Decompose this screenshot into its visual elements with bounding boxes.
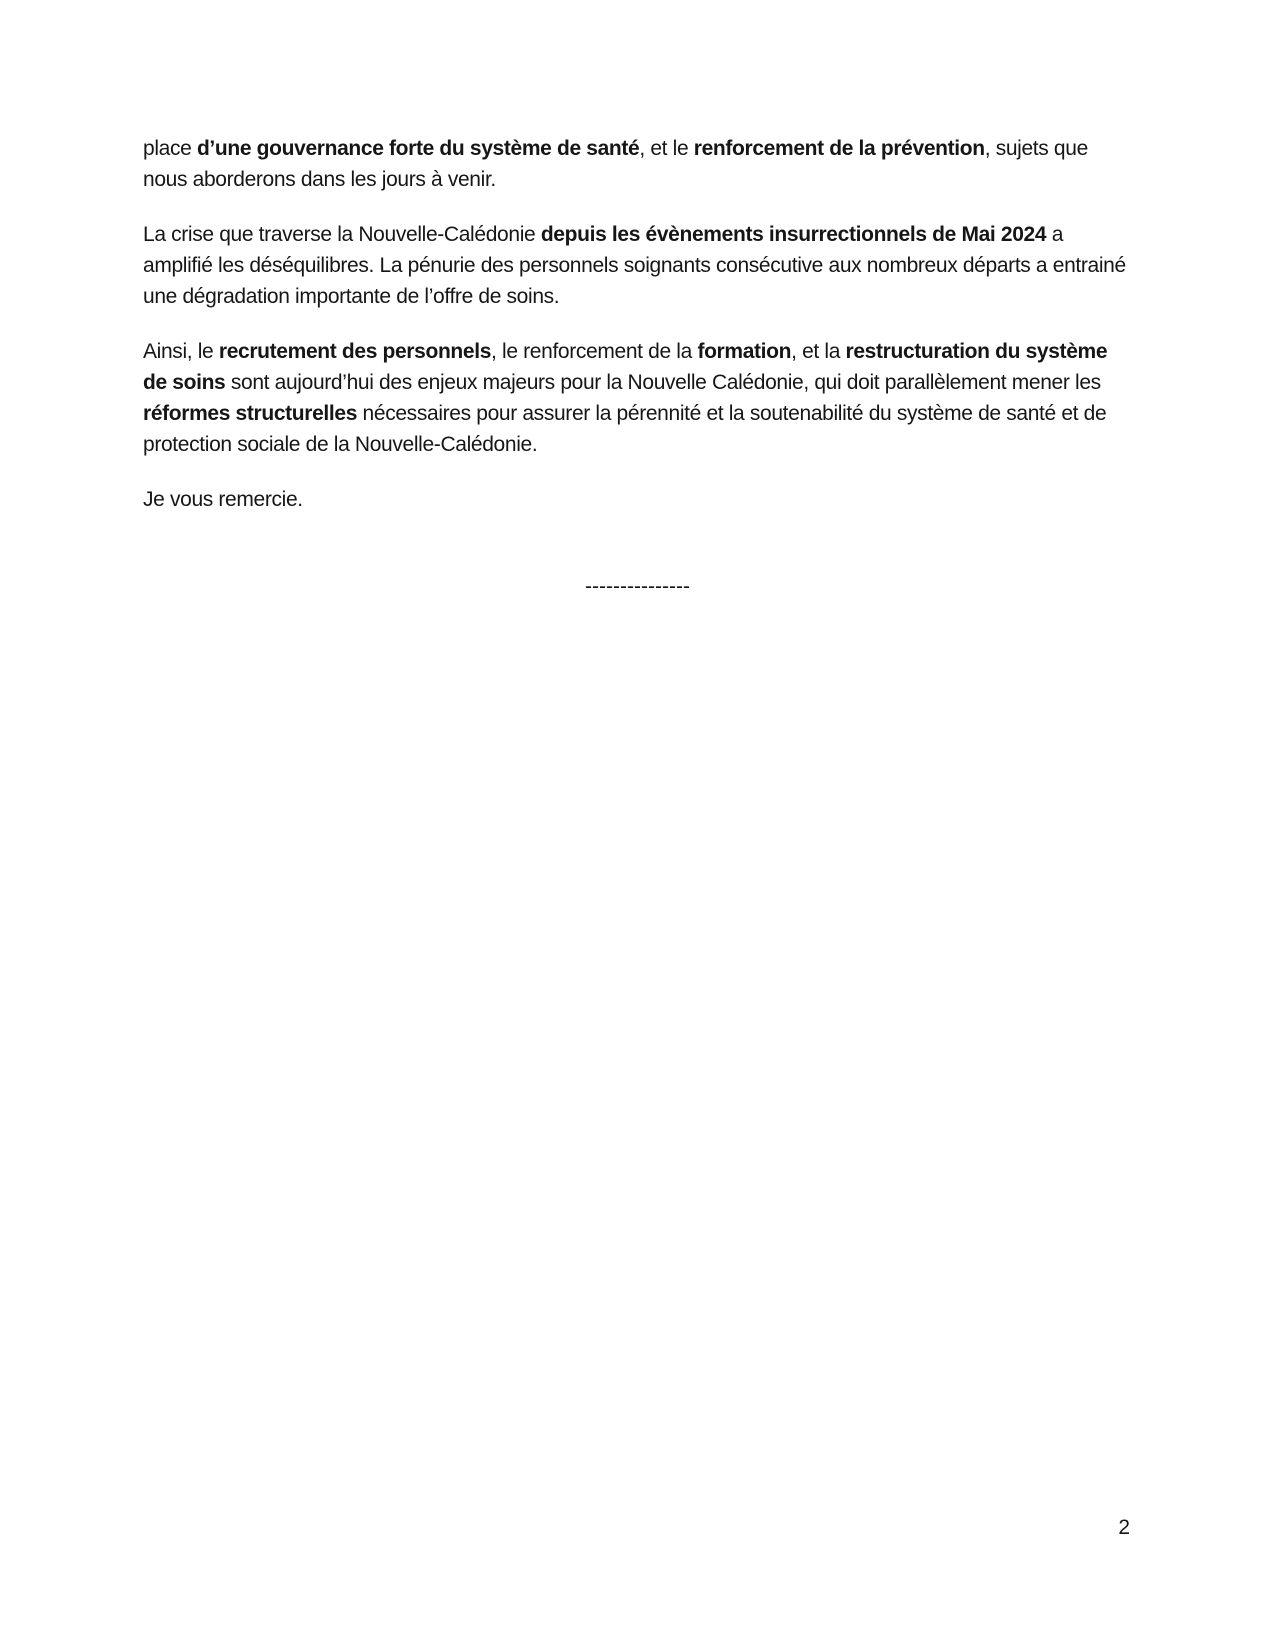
page-number: 2 <box>1118 1516 1130 1539</box>
bold-text-run: restructuration du système de soins <box>143 340 1108 394</box>
bold-text-run: renforcement de la prévention <box>693 137 985 160</box>
bold-text-run: depuis les évènements insurrectionnels de Mai 2024 <box>540 223 1047 246</box>
text-run: Je vous remercie. <box>143 488 303 511</box>
text-run: , et la <box>791 340 846 363</box>
bold-text-run: recrutement des personnels <box>218 340 492 363</box>
separator-dashes: --------------- <box>585 575 690 598</box>
bold-text-run: d’une gouvernance forte du système de santé <box>196 137 640 160</box>
text-run: Ainsi, le <box>143 340 219 363</box>
bold-text-run: formation <box>697 340 792 363</box>
paragraph <box>143 219 1132 312</box>
text-run: a amplifié les déséquilibres. La pénurie des personnels soignants consécutive aux nombreux départs a entrainé une dégradation importante de l’offre de soins. <box>143 223 1126 308</box>
paragraph <box>143 484 1132 515</box>
bold-text-run: réformes structurelles <box>143 402 358 425</box>
text-run: , le renforcement de la <box>491 340 698 363</box>
text-run: La crise que traverse la Nouvelle-Calédonie <box>143 223 541 246</box>
text-run: , et le <box>639 137 694 160</box>
paragraph <box>143 133 1132 195</box>
paragraph <box>143 336 1132 460</box>
text-run: , sujets que nous aborderons dans les jours à venir. <box>143 137 1088 191</box>
text-run: place <box>143 137 197 160</box>
text-run: nécessaires pour assurer la pérennité et la soutenabilité du système de santé et de protection sociale de la Nouvelle-Calédonie. <box>143 402 1107 456</box>
document-body <box>0 0 1275 602</box>
text-run: sont aujourd’hui des enjeux majeurs pour la Nouvelle Calédonie, qui doit parallèlement mener les <box>225 371 1101 394</box>
paragraph-root <box>143 133 1132 515</box>
